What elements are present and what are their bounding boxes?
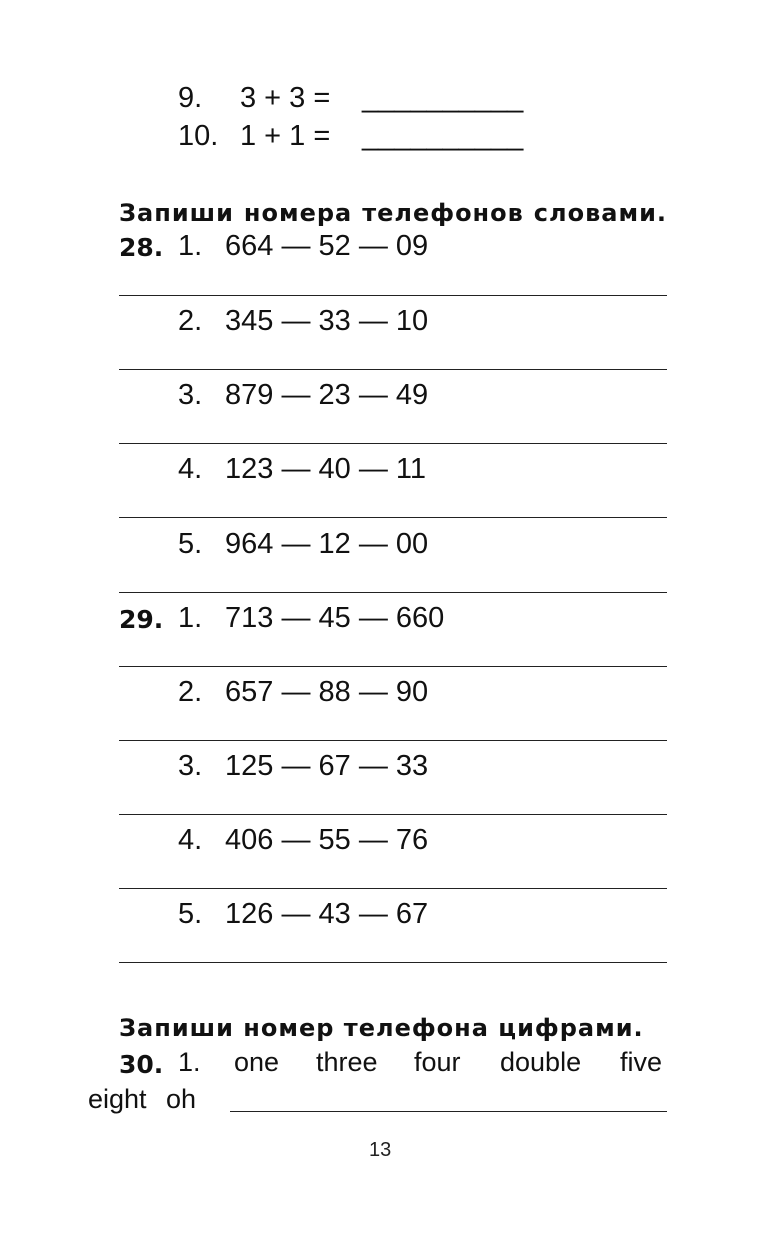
task-29-item-2-phone: 657 — 88 — 90	[225, 676, 429, 708]
task-28-item-1-phone: 664 — 52 — 09	[225, 230, 429, 262]
task-29-item-1-number: 1.	[178, 602, 203, 634]
task-28-item-3-answer-line[interactable]	[119, 443, 667, 444]
task-30-word-6: eight	[88, 1084, 147, 1114]
task-29-item-5-phone: 126 — 43 — 67	[225, 898, 429, 930]
section-heading-digits: Запиши номер телефона цифрами.	[119, 1014, 644, 1042]
task-30-word-5: five	[620, 1047, 663, 1077]
task-29-item-1-phone: 713 — 45 — 660	[225, 602, 445, 634]
task-29-item-4-answer-line[interactable]	[119, 888, 667, 889]
task-29-item-5-number: 5.	[178, 898, 203, 930]
task-28-item-1-answer-line[interactable]	[119, 295, 667, 296]
exercise-9-expression: 3 + 3 =	[240, 82, 331, 114]
task-28-item-3-number: 3.	[178, 379, 203, 411]
task-28-item-1-number: 1.	[178, 230, 203, 262]
exercise-10-expression: 1 + 1 =	[240, 120, 331, 152]
task-30-answer-line[interactable]	[230, 1111, 667, 1112]
task-28-item-2-number: 2.	[178, 305, 203, 337]
task-30-word-2: three	[316, 1047, 378, 1077]
page-number: 13	[369, 1139, 392, 1161]
task-29-item-3-phone: 125 — 67 — 33	[225, 750, 429, 782]
task-29-item-3-answer-line[interactable]	[119, 814, 667, 815]
task-29-item-4-phone: 406 — 55 — 76	[225, 824, 429, 856]
task-30-label: 30.	[119, 1050, 164, 1079]
task-29-item-2-answer-line[interactable]	[119, 740, 667, 741]
task-30-word-4: double	[500, 1047, 582, 1077]
task-29-item-1-answer-line[interactable]	[119, 666, 667, 667]
exercise-9-number: 9.	[178, 82, 203, 114]
task-28-item-4-phone: 123 — 40 — 11	[225, 453, 426, 485]
task-29-item-2-number: 2.	[178, 676, 203, 708]
task-28-item-4-number: 4.	[178, 453, 203, 485]
task-28-item-5-number: 5.	[178, 528, 203, 560]
task-28-item-2-phone: 345 — 33 — 10	[225, 305, 429, 337]
task-28-item-4-answer-line[interactable]	[119, 517, 667, 518]
exercise-10-number: 10.	[178, 120, 219, 152]
task-30-word-1: one	[234, 1047, 280, 1077]
task-28-label: 28.	[119, 233, 164, 262]
task-29-item-5-answer-line[interactable]	[119, 962, 667, 963]
task-29-item-4-number: 4.	[178, 824, 203, 856]
task-28-item-3-phone: 879 — 23 — 49	[225, 379, 429, 411]
task-30-word-7: oh	[166, 1084, 197, 1114]
section-heading-words: Запиши номера телефонов словами.	[119, 199, 667, 227]
task-29-label: 29.	[119, 605, 164, 634]
task-29-item-3-number: 3.	[178, 750, 203, 782]
task-28-item-2-answer-line[interactable]	[119, 369, 667, 370]
task-28-item-5-answer-line[interactable]	[119, 592, 667, 593]
exercise-10-answer-blank[interactable]: __________	[362, 120, 524, 152]
task-30-item-1-number: 1.	[178, 1047, 201, 1077]
task-30-word-3: four	[414, 1047, 461, 1077]
exercise-9-answer-blank[interactable]: __________	[362, 82, 524, 114]
task-28-item-5-phone: 964 — 12 — 00	[225, 528, 429, 560]
